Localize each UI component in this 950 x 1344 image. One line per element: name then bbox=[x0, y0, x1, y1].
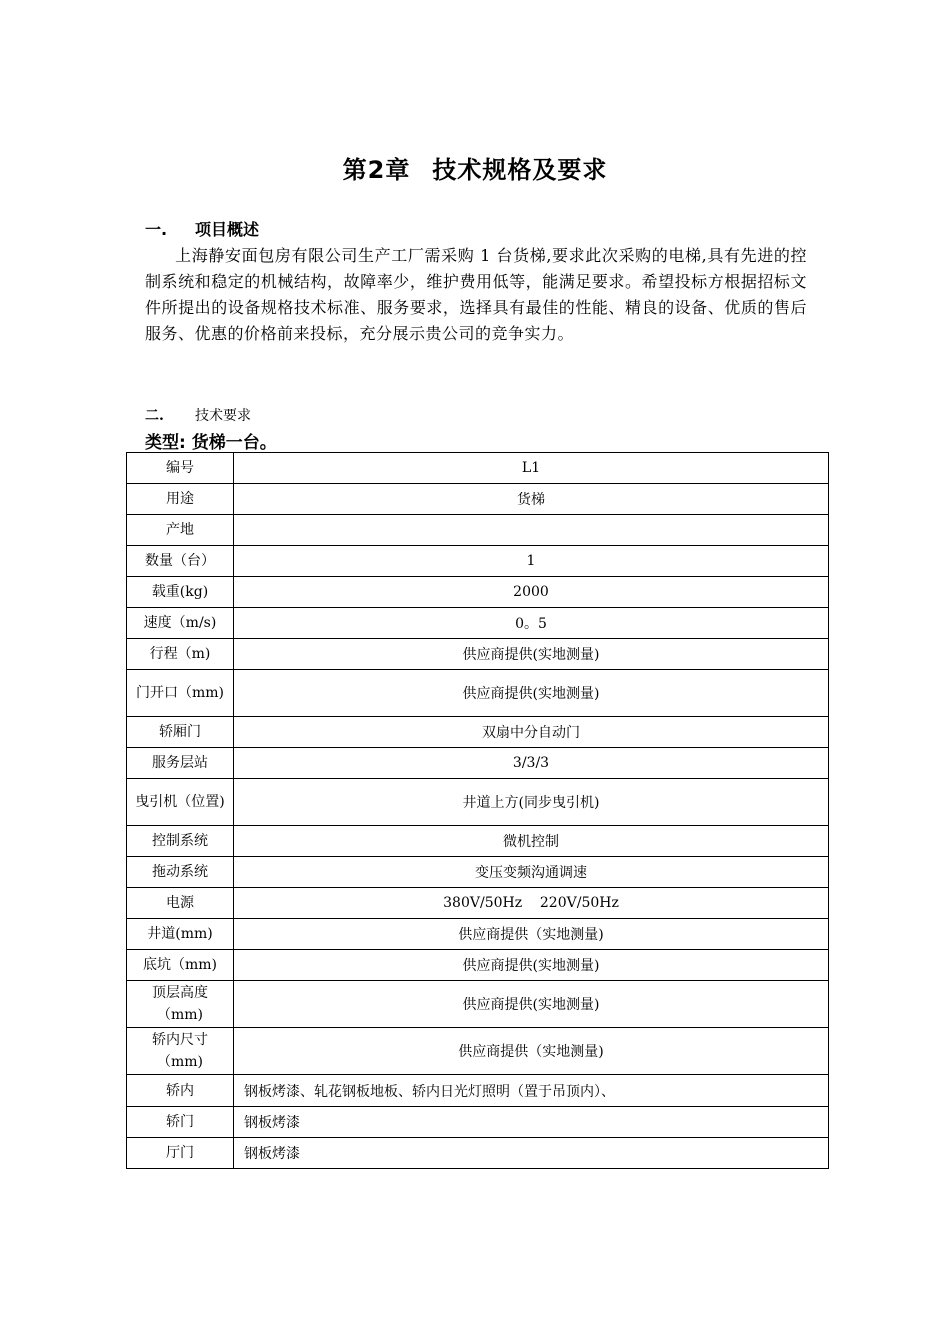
spec-value: 供应商提供(实地测量) bbox=[234, 950, 829, 981]
spec-key: 用途 bbox=[127, 484, 234, 515]
spec-value: 供应商提供(实地测量) bbox=[234, 639, 829, 670]
spec-key: 轿内尺寸（mm) bbox=[127, 1028, 234, 1075]
table-row bbox=[127, 857, 829, 888]
spec-value: 380V/50Hz 220V/50Hz bbox=[234, 888, 829, 919]
spec-key: 厅门 bbox=[127, 1138, 234, 1169]
table-row bbox=[127, 717, 829, 748]
spec-key: 行程（m) bbox=[127, 639, 234, 670]
spec-key: 服务层站 bbox=[127, 748, 234, 779]
spec-key: 顶层高度（mm) bbox=[127, 981, 234, 1028]
spec-key: 控制系统 bbox=[127, 826, 234, 857]
table-row bbox=[127, 1107, 829, 1138]
table-row bbox=[127, 748, 829, 779]
chapter-number: 第2章 bbox=[342, 156, 411, 184]
spec-value: 井道上方(同步曳引机) bbox=[234, 779, 829, 826]
spec-key: 编号 bbox=[127, 453, 234, 484]
spec-key: 门开口（mm) bbox=[127, 670, 234, 717]
table-row bbox=[127, 546, 829, 577]
chapter-name: 技术规格及要求 bbox=[432, 156, 608, 184]
table-row bbox=[127, 1075, 829, 1107]
table-row bbox=[127, 981, 829, 1028]
spec-value: 供应商提供(实地测量) bbox=[234, 981, 829, 1028]
table-row bbox=[127, 484, 829, 515]
spec-value: L1 bbox=[234, 453, 829, 484]
spec-key: 井道(mm) bbox=[127, 919, 234, 950]
chapter-title bbox=[0, 150, 950, 185]
spec-key: 轿内 bbox=[127, 1075, 234, 1107]
table-row bbox=[127, 670, 829, 717]
spec-value: 钢板烤漆、轧花钢板地板、轿内日光灯照明（置于吊顶内）、 bbox=[234, 1075, 829, 1107]
spec-key: 轿厢门 bbox=[127, 717, 234, 748]
spec-value: 供应商提供(实地测量) bbox=[234, 670, 829, 717]
table-row bbox=[127, 888, 829, 919]
table-row bbox=[127, 1028, 829, 1075]
spec-value: 微机控制 bbox=[234, 826, 829, 857]
table-row bbox=[127, 950, 829, 981]
spec-key: 曳引机（位置) bbox=[127, 779, 234, 826]
spec-key: 拖动系统 bbox=[127, 857, 234, 888]
table-row bbox=[127, 639, 829, 670]
table-row bbox=[127, 1138, 829, 1169]
spec-value: 0。5 bbox=[234, 608, 829, 639]
table-row bbox=[127, 453, 829, 484]
section-number: 一. bbox=[145, 220, 168, 239]
elevator-type-line: 类型: 货梯一台。 bbox=[145, 433, 277, 453]
spec-table bbox=[126, 452, 829, 1169]
section-heading-overview bbox=[145, 217, 259, 240]
section-title: 技术要求 bbox=[195, 408, 251, 424]
spec-key: 底坑（mm) bbox=[127, 950, 234, 981]
table-row bbox=[127, 515, 829, 546]
spec-value: 双扇中分自动门 bbox=[234, 717, 829, 748]
table-row bbox=[127, 779, 829, 826]
spec-value: 3/3/3 bbox=[234, 748, 829, 779]
table-row bbox=[127, 608, 829, 639]
spec-value: 供应商提供（实地测量) bbox=[234, 919, 829, 950]
spec-value bbox=[234, 515, 829, 546]
overview-paragraph bbox=[145, 243, 807, 347]
spec-key: 载重(kg) bbox=[127, 577, 234, 608]
section-title: 项目概述 bbox=[195, 220, 260, 239]
overview-text: 上海静安面包房有限公司生产工厂需采购 1 台货梯,要求此次采购的电梯,具有先进的控制系统和稳定的机械结构，故障率少，维护费用低等，能满足要求。希望投标方根据招标文件所提出的设备规格技术标准、服务要求，选择具有最佳的性能、精良的设备、优质的售后服务、优惠的价格前来投标，充分展示贵公司的竞争实力。 bbox=[145, 246, 807, 343]
spec-key: 数量（台） bbox=[127, 546, 234, 577]
table-row bbox=[127, 919, 829, 950]
spec-value: 钢板烤漆 bbox=[234, 1107, 829, 1138]
spec-key: 轿门 bbox=[127, 1107, 234, 1138]
spec-key: 速度（m/s) bbox=[127, 608, 234, 639]
spec-value: 2000 bbox=[234, 577, 829, 608]
spec-value: 1 bbox=[234, 546, 829, 577]
table-row bbox=[127, 577, 829, 608]
spec-value: 变压变频沟通调速 bbox=[234, 857, 829, 888]
spec-value: 钢板烤漆 bbox=[234, 1138, 829, 1169]
spec-value: 货梯 bbox=[234, 484, 829, 515]
section-number: 二. bbox=[145, 408, 164, 424]
section-heading-requirements bbox=[145, 405, 251, 425]
spec-key: 电源 bbox=[127, 888, 234, 919]
table-row bbox=[127, 826, 829, 857]
spec-key: 产地 bbox=[127, 515, 234, 546]
spec-value: 供应商提供（实地测量) bbox=[234, 1028, 829, 1075]
